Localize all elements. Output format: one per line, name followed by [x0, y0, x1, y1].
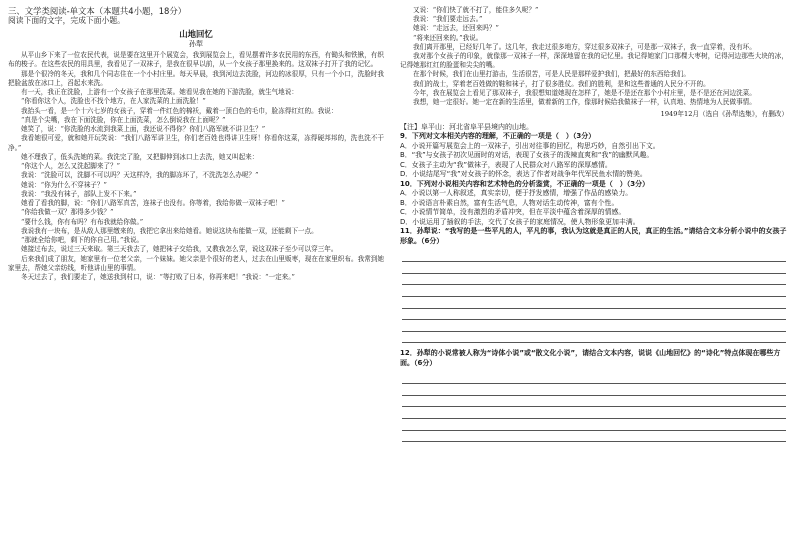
question-option: A．小说以第一人称叙述，真实亲切，便于抒发感情，增强了作品的感染力。: [400, 189, 633, 198]
question-option: A．小说开篇写展览会上的一双袜子，引出对往事的回忆，构思巧妙，自然引出下文。: [400, 141, 660, 150]
answer-line[interactable]: [402, 419, 786, 431]
story-date-source: 1949年12月（选自《孙犁选集》，有删改）: [660, 110, 788, 119]
story-paragraph: 她接过布去，说过三天来取。第三天我去了，她把袜子交给我，又教我怎么穿，说这双袜子至少可以穿三年。: [21, 245, 338, 254]
answer-line[interactable]: [402, 431, 786, 443]
answer-line[interactable]: [402, 396, 786, 408]
story-paragraph: 我说：“洗脸可以，洗脚不可以吗？天这样冷，我的脚冻坏了，不洗洗怎么办呢？”: [21, 171, 259, 180]
story-paragraph: “真是个尖嘴，我在下面洗脸，你在上面洗菜，怎么倒说我在上面呢？”: [21, 115, 226, 124]
story-paragraph: 后来我们成了朋友，她家里有一位老父亲，一个妹妹。她父亲是个很好的老人，过去在山里贩枣，现在在家里织布。我常到她家里去，帮她父亲纺线，听他讲山里的事情。: [8, 254, 384, 272]
question-stem: 12．孙犁的小说常被人称为“诗体小说”或“散文化小说”，请结合文本内容，说说《山地回忆》的“诗化”特点体现在哪些方面。（6分）: [400, 349, 781, 367]
question-option: C．小说情节简单，没有激烈的矛盾冲突，但在平淡中蕴含着深厚的情感。: [400, 208, 626, 217]
story-paragraph: 她说：“你为什么不穿袜子？”: [21, 180, 107, 189]
section-instruction: 阅读下面的文字，完成下面小题。: [8, 16, 125, 25]
story-paragraph: “你看你这个人，洗脸也不找个地方，在人家洗菜的上面洗脸！”: [21, 97, 206, 106]
question-stem: 10．下列对小说相关内容和艺术特色的分析鉴赏，不正确的一项是（ ）（3分）: [400, 179, 650, 188]
answer-line[interactable]: [402, 297, 786, 309]
story-paragraph: 我抬头一看，是一个十六七岁的女孩子，穿着一件红色的棉袄，戴着一顶白色的毛巾，脸冻得红红的。我说：: [21, 106, 338, 115]
question-stem: 9．下列对文本相关内容的理解，不正确的一项是（ ）（3分）: [400, 132, 596, 141]
question-stem: 11．孙犁说：“我写的是一些平凡的人，平凡的事，我认为这就是真正的人民，真正的生活。”请结合文本分析小说中的女孩子形象。（6分）: [400, 227, 787, 246]
answer-lines[interactable]: [400, 251, 788, 344]
story-paragraph: 我说：“我没有袜子，部队上发不下来。”: [21, 189, 137, 198]
answer-line[interactable]: [402, 274, 786, 286]
story-paragraph: “那就全给你吧，剩下的你自己用。”我说。: [21, 236, 144, 244]
story-paragraph: “你给我做一双？那得多少钱？”: [21, 208, 114, 217]
story-body-right: [400, 6, 788, 107]
story-paragraph: 我看她很可爱，就和她开玩笑说：“我们八路军讲卫生，你们老百姓也得讲卫生呀！你看你这菜，冻得硬邦邦的，洗也洗不干净。”: [8, 134, 384, 152]
answer-line[interactable]: [402, 384, 786, 396]
story-paragraph: “你这个人，怎么又洗起脚来了？”: [21, 162, 121, 170]
answer-line[interactable]: [402, 332, 786, 344]
story-paragraph: “要什么钱，你有布吗？有布我就给你做。”: [21, 217, 144, 226]
answer-line[interactable]: [402, 285, 786, 297]
story-paragraph: 冬天过去了，我们要走了，她送我到村口，说：“等打败了日本，你再来吧！”我说：“一定来。”: [21, 273, 295, 281]
story-paragraph: 那是个很冷的冬天，我和几个同志住在一个小村庄里。每天早晨，我到河边去洗脸，河边的冰很厚，只有一个小口，洗脸时我把脸盆放在冰口上，舀起水来洗。: [8, 69, 384, 87]
footnote: 【注】阜平山：河北省阜平县境内的山地。: [400, 123, 533, 132]
left-column: [8, 6, 384, 558]
answer-line[interactable]: [402, 407, 786, 419]
section-heading: 三、文学类阅读-单文本（本题共4小题，18分）: [8, 6, 187, 16]
answer-line[interactable]: [402, 251, 786, 263]
story-paragraph: 我们的战士，穿着老百姓做的鞋和袜子，打了很多胜仗。我们的胜利，是和这些普通的人民分不开的。: [413, 79, 710, 88]
story-paragraph: 从平山乡下来了一位农民代表，说是要在这里开个展览会，我到展览会上，看见摆着许多农民用的东西，有锄头和铁锹，有织布的梭子。在这些农民的用具里，我看见了一双袜子，是我在很早以前，从一个女孩子那里换来的。这双袜子打开了我的记忆。: [8, 51, 384, 69]
question-option: B．“我”与女孩子初次见面时的对话，表现了女孩子的泼辣直爽和“我”的幽默风趣。: [400, 151, 654, 160]
question-option: D．小说运用了插叙的手法，交代了女孩子的家庭情况，使人物形象更加丰满。: [400, 217, 640, 226]
story-paragraph: 我想，她一定很好。她一定在新的生活里，做着新的工作，像那时候给我做袜子一样，认真地、热情地为人民做事情。: [413, 98, 756, 107]
story-paragraph: 有一天，我正在洗脸，上游有一个女孩子在那里洗菜。她看见我在她的下游洗脸，就生气地说：: [21, 88, 298, 96]
story-paragraph: 在那个时候，我们在山里打游击，生活很苦，可是人民是那样爱护我们，把最好的东西给我们。: [413, 70, 690, 79]
answer-line[interactable]: [402, 320, 786, 332]
questions: [400, 132, 788, 448]
story-paragraph: 我对那个女孩子的印象，就像那一双袜子一样，深深地留在我的记忆里。我记得她家门口那棵大枣树，记得河边那些大块的冰，记得她那红红的脸蛋和尖尖的嘴。: [400, 52, 788, 70]
question-option: B．小说语言朴素自然，富有生活气息，人物对话生动传神，富有个性。: [400, 198, 619, 207]
story-paragraph: 我说我有一块布，是从敌人那里缴来的，我把它拿出来给她看。她说这块布能做一双，还能剩下一点。: [21, 226, 318, 235]
story-paragraph: 我说：“我们要走远去。”: [413, 15, 483, 24]
answer-line[interactable]: [402, 373, 786, 385]
story-title: 山地回忆: [179, 29, 213, 39]
answer-line[interactable]: [402, 309, 786, 321]
story-paragraph: 她笑了，说：“你洗脸的水流到我菜上面，我还说不得你？你们八路军就不讲卫生？”: [21, 125, 266, 133]
story-paragraph: 又说：“你们快了就不打了，能住多久呢？”: [413, 6, 539, 14]
story-paragraph: 她看了看我的脚，说：“你们八路军真苦，连袜子也没有。你等着，我给你做一双袜子吧！”: [21, 199, 285, 207]
question-option: D．小说结尾写“我”对女孩子的怀念，表达了作者对战争年代军民鱼水情的赞美。: [400, 170, 647, 179]
story-paragraph: “将来还回来的。”我说。: [413, 33, 483, 42]
story-paragraph: 今年，我在展览会上看见了那双袜子，我很想知道她现在怎样了，她是不是还在那个小村庄里，是不是还在河边洗菜。: [413, 88, 756, 97]
story-author: 孙犁: [189, 40, 203, 48]
story-paragraph: 她说：“走远去，还回来吗？”: [413, 24, 499, 33]
question-option: C．女孩子主动为“我”做袜子，表现了人民群众对八路军的深厚感情。: [400, 160, 612, 169]
story-body-left: [8, 51, 384, 282]
answer-line[interactable]: [402, 262, 786, 274]
story-paragraph: 我们离开那里，已经好几年了。这几年，我走过很多地方，穿过很多双袜子，可是那一双袜子，我一直穿着，没有坏。: [413, 42, 756, 51]
right-column: [400, 6, 788, 558]
answer-lines[interactable]: [400, 373, 788, 443]
story-paragraph: 她不理我了，低头洗她的菜。我洗完了脸，又把脚伸到冰口上去洗，她又叫起来：: [21, 152, 259, 161]
